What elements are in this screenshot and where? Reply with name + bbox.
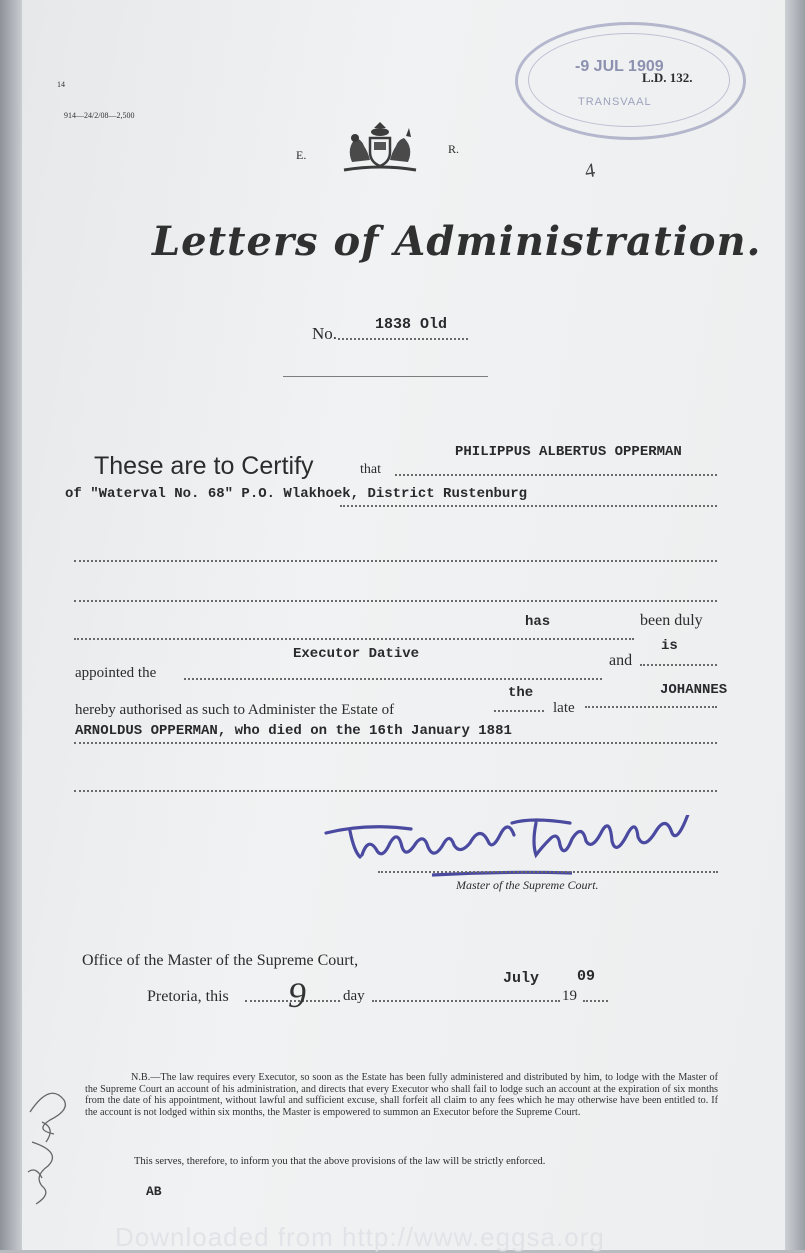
- line-7a-dots: [494, 710, 544, 712]
- royal-cipher-left: E.: [296, 148, 307, 162]
- line-8-dots: [74, 742, 717, 744]
- pencil-mark: 4: [583, 159, 597, 183]
- certify-that: that: [360, 462, 381, 477]
- year-value: 09: [577, 968, 596, 985]
- the-word: the: [508, 685, 534, 701]
- line-6b-dots: [640, 664, 717, 666]
- appointed-the: appointed the: [75, 665, 157, 681]
- pretoria-this: Pretoria, this: [147, 988, 229, 1005]
- enforcement-note: This serves, therefore, to inform you that the above provisions of the law will be strictly enforced.: [134, 1156, 546, 1167]
- margin-doodle: [22, 1082, 82, 1216]
- month-dots: [372, 1000, 560, 1002]
- day-word: day: [343, 988, 365, 1004]
- line-2-dots: [340, 505, 717, 507]
- number-label: No.: [312, 324, 338, 343]
- been-duly: been duly: [640, 612, 703, 629]
- line-7b-dots: [585, 706, 717, 708]
- signature-caption: Master of the Supreme Court.: [456, 878, 599, 892]
- divider-rule: [283, 376, 488, 377]
- line-5-dots: [74, 638, 634, 640]
- and-word: and: [609, 652, 633, 669]
- scan-edge-right: [785, 0, 805, 1250]
- has-word: has: [525, 614, 551, 630]
- is-word: is: [661, 638, 678, 654]
- initials: AB: [146, 1184, 162, 1199]
- year-dots: [583, 1000, 608, 1002]
- nb-notice: N.B.—The law requires every Executor, so soon as the Estate has been fully administered and distributed by him, to lodge with the Master of the Supreme Court an account of his administration, and directs that every Executor who shall fail to lodge such an account at the expiration of six months from the date of his appointment, without lawful and sufficient excuse, shall forfeit all claim to any fees which he may otherwise have been entitled to. If the account is not lodged within six months, the Master is empowered to summon an Executor before the Supreme Court.: [85, 1072, 718, 1118]
- stamp-date: -9 JUL 1909: [575, 58, 664, 75]
- appointee-name: PHILIPPUS ALBERTUS OPPERMAN: [455, 444, 682, 460]
- line-1-dots: [395, 474, 717, 476]
- coat-of-arms-icon: [330, 118, 430, 182]
- role: Executor Dative: [293, 646, 420, 662]
- royal-cipher-right: R.: [448, 142, 460, 156]
- print-code: 914—24/2/08—2,500: [64, 111, 135, 120]
- month-value: July: [503, 970, 540, 987]
- number-value: 1838 Old: [375, 316, 448, 333]
- certify-lead: These are to Certify: [94, 452, 314, 480]
- number-dots: [338, 338, 468, 340]
- scan-edge-left: [0, 0, 22, 1250]
- day-value: 9: [288, 975, 306, 1015]
- corner-mark: 14: [57, 80, 65, 89]
- deceased-detail: ARNOLDUS OPPERMAN, who died on the 16th January 1881: [75, 723, 512, 739]
- office-line: Office of the Master of the Supreme Court,: [82, 952, 359, 969]
- line-3-dots: [74, 560, 717, 562]
- watermark-text: Downloaded from http://www.eggsa.org: [115, 1222, 605, 1252]
- received-stamp: [515, 22, 746, 140]
- document-title: Letters of Administration.: [152, 218, 762, 265]
- deceased-first-name: JOHANNES: [660, 682, 728, 698]
- late-word: late: [553, 700, 575, 716]
- form-code: L.D. 132.: [642, 70, 693, 85]
- appointee-address: of "Waterval No. 68" P.O. Wlakhoek, District Rustenburg: [65, 486, 528, 502]
- signature-dots: [378, 871, 718, 873]
- line-6-dots: [184, 678, 602, 680]
- authorised-text: hereby authorised as such to Administer the Estate of: [75, 702, 395, 718]
- year-prefix: 19: [562, 988, 577, 1004]
- line-4-dots: [74, 600, 717, 602]
- stamp-place: TRANSVAAL: [578, 96, 652, 108]
- line-9-dots: [74, 790, 717, 792]
